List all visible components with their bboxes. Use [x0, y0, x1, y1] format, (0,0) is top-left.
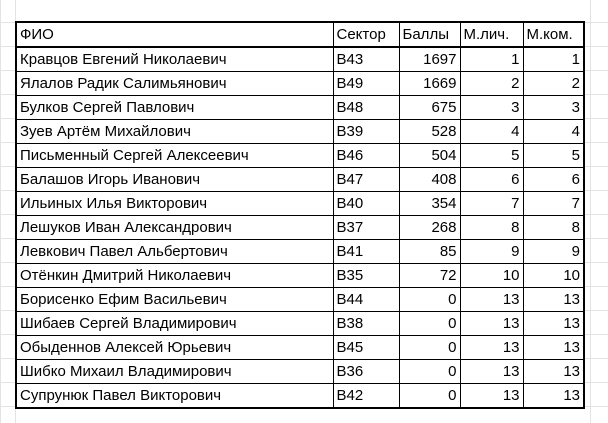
cell-team-place[interactable]: 1	[523, 47, 584, 72]
cell-sector[interactable]: В47	[333, 168, 399, 192]
cell-team-place[interactable]: 5	[523, 144, 584, 168]
cell-score[interactable]: 0	[399, 288, 460, 312]
header-cell-name[interactable]: ФИО	[16, 22, 333, 47]
cell-team-place[interactable]: 9	[523, 240, 584, 264]
cell-team-place[interactable]: 10	[523, 264, 584, 288]
cell-name[interactable]: Отёнкин Дмитрий Николаевич	[16, 264, 333, 288]
table-row	[16, 120, 584, 144]
table-row	[16, 168, 584, 192]
cell-personal-place[interactable]: 10	[460, 264, 523, 288]
table-row	[16, 96, 584, 120]
table-row	[16, 336, 584, 360]
table-row	[16, 240, 584, 264]
cell-name[interactable]: Борисенко Ефим Васильевич	[16, 288, 333, 312]
cell-score[interactable]: 0	[399, 336, 460, 360]
cell-name[interactable]: Шибаев Сергей Владимирович	[16, 312, 333, 336]
cell-score[interactable]: 268	[399, 216, 460, 240]
cell-team-place[interactable]: 13	[523, 336, 584, 360]
table-row	[16, 47, 584, 72]
table-row	[16, 144, 584, 168]
cell-team-place[interactable]: 7	[523, 192, 584, 216]
cell-name[interactable]: Ильиных Илья Викторович	[16, 192, 333, 216]
cell-name[interactable]: Шибко Михаил Владимирович	[16, 360, 333, 384]
cell-score[interactable]: 1669	[399, 72, 460, 96]
cell-sector[interactable]: В38	[333, 312, 399, 336]
cell-name[interactable]: Балашов Игорь Иванович	[16, 168, 333, 192]
cell-score[interactable]: 85	[399, 240, 460, 264]
cell-score[interactable]: 408	[399, 168, 460, 192]
header-cell-personal-place[interactable]: М.лич.	[460, 22, 523, 47]
cell-sector[interactable]: В48	[333, 96, 399, 120]
cell-name[interactable]: Кравцов Евгений Николаевич	[16, 47, 333, 72]
cell-score[interactable]: 1697	[399, 47, 460, 72]
cell-score[interactable]: 504	[399, 144, 460, 168]
cell-score[interactable]: 675	[399, 96, 460, 120]
cell-sector[interactable]: В46	[333, 144, 399, 168]
table-row	[16, 312, 584, 336]
cell-personal-place[interactable]: 3	[460, 96, 523, 120]
cell-sector[interactable]: В49	[333, 72, 399, 96]
cell-personal-place[interactable]: 13	[460, 384, 523, 409]
cell-team-place[interactable]: 4	[523, 120, 584, 144]
table-row	[16, 72, 584, 96]
cell-team-place[interactable]: 13	[523, 312, 584, 336]
cell-team-place[interactable]: 13	[523, 360, 584, 384]
cell-sector[interactable]: В37	[333, 216, 399, 240]
cell-personal-place[interactable]: 8	[460, 216, 523, 240]
cell-personal-place[interactable]: 7	[460, 192, 523, 216]
cell-team-place[interactable]: 3	[523, 96, 584, 120]
cell-name[interactable]: Ялалов Радик Салимьянович	[16, 72, 333, 96]
table-row	[16, 360, 584, 384]
cell-personal-place[interactable]: 5	[460, 144, 523, 168]
cell-name[interactable]: Обыденнов Алексей Юрьевич	[16, 336, 333, 360]
header-cell-sector[interactable]: Сектор	[333, 22, 399, 47]
cell-personal-place[interactable]: 13	[460, 288, 523, 312]
gridline	[590, 0, 591, 423]
cell-score[interactable]: 354	[399, 192, 460, 216]
cell-sector[interactable]: В40	[333, 192, 399, 216]
cell-personal-place[interactable]: 13	[460, 336, 523, 360]
cell-team-place[interactable]: 13	[523, 288, 584, 312]
cell-name[interactable]: Левкович Павел Альбертович	[16, 240, 333, 264]
cell-personal-place[interactable]: 13	[460, 312, 523, 336]
header-row	[16, 22, 584, 47]
table-row	[16, 216, 584, 240]
table-row	[16, 288, 584, 312]
cell-sector[interactable]: В39	[333, 120, 399, 144]
cell-name[interactable]: Лешуков Иван Александрович	[16, 216, 333, 240]
table-body	[16, 22, 584, 408]
header-cell-score[interactable]: Баллы	[399, 22, 460, 47]
header-cell-team-place[interactable]: М.ком.	[523, 22, 584, 47]
cell-team-place[interactable]: 8	[523, 216, 584, 240]
cell-personal-place[interactable]: 13	[460, 360, 523, 384]
cell-sector[interactable]: В36	[333, 360, 399, 384]
cell-sector[interactable]: В35	[333, 264, 399, 288]
cell-personal-place[interactable]: 9	[460, 240, 523, 264]
cell-name[interactable]: Зуев Артём Михайлович	[16, 120, 333, 144]
cell-sector[interactable]: В45	[333, 336, 399, 360]
cell-score[interactable]: 528	[399, 120, 460, 144]
cell-personal-place[interactable]: 1	[460, 47, 523, 72]
cell-personal-place[interactable]: 2	[460, 72, 523, 96]
table-row	[16, 264, 584, 288]
cell-score[interactable]: 72	[399, 264, 460, 288]
cell-sector[interactable]: В44	[333, 288, 399, 312]
cell-score[interactable]: 0	[399, 384, 460, 409]
cell-team-place[interactable]: 2	[523, 72, 584, 96]
cell-team-place[interactable]: 6	[523, 168, 584, 192]
table-row	[16, 384, 584, 409]
cell-personal-place[interactable]: 6	[460, 168, 523, 192]
cell-name[interactable]: Письменный Сергей Алексеевич	[16, 144, 333, 168]
cell-score[interactable]: 0	[399, 312, 460, 336]
cell-personal-place[interactable]: 4	[460, 120, 523, 144]
cell-name[interactable]: Булков Сергей Павлович	[16, 96, 333, 120]
cell-score[interactable]: 0	[399, 360, 460, 384]
cell-sector[interactable]: В41	[333, 240, 399, 264]
cell-sector[interactable]: В43	[333, 47, 399, 72]
results-table	[15, 21, 585, 409]
cell-name[interactable]: Супрунюк Павел Викторович	[16, 384, 333, 409]
cell-team-place[interactable]: 13	[523, 384, 584, 409]
cell-sector[interactable]: В42	[333, 384, 399, 409]
table-row	[16, 192, 584, 216]
